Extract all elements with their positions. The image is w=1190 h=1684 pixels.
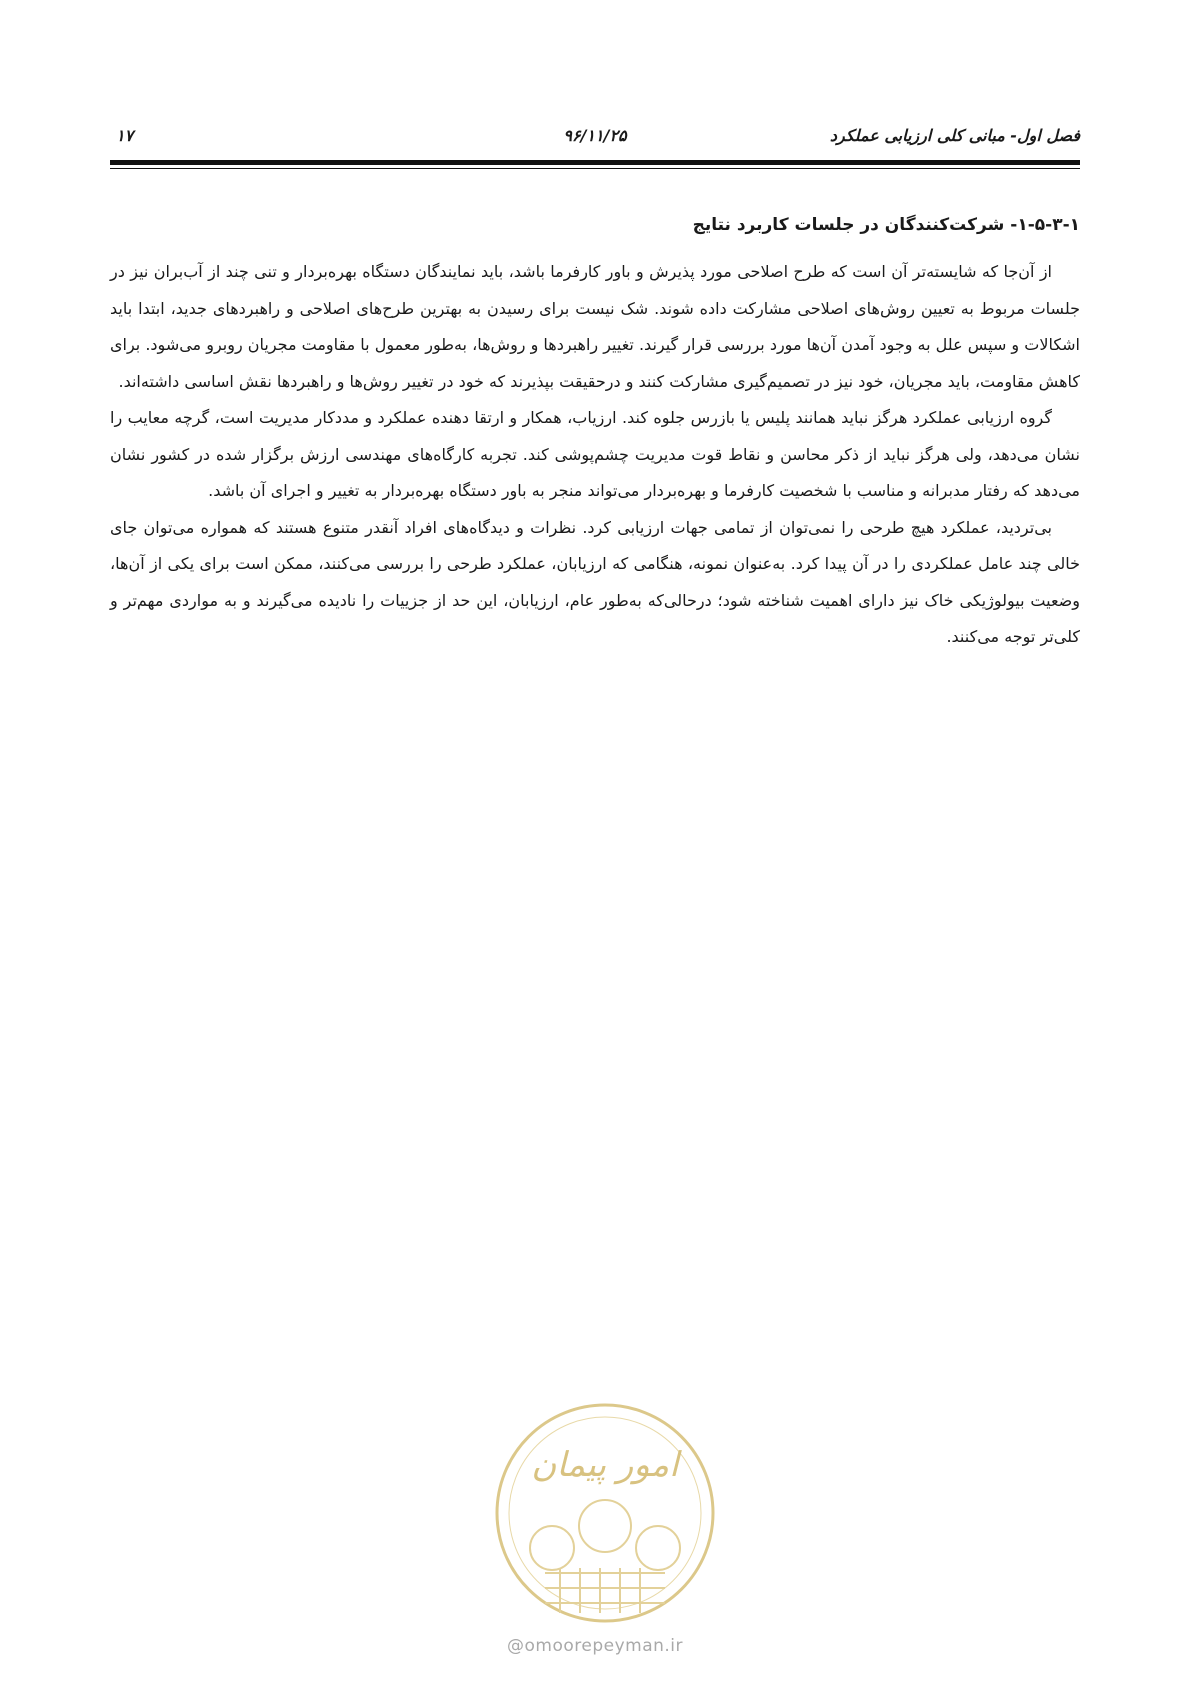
page-header xyxy=(110,126,1080,152)
main-content xyxy=(110,208,1080,656)
website-url: omoorepeyman.ir xyxy=(524,1636,684,1656)
header-rule-thin xyxy=(110,168,1080,169)
chapter-title: فصل اول- مبانی کلی ارزیابی عملکرد xyxy=(829,126,1080,145)
at-icon: @ xyxy=(506,1636,525,1656)
paragraph: گروه ارزیابی عملکرد هرگز نباید همانند پلیس یا بازرس جلوه کند. ارزیاب، همکار و ارتقا دهنده عملکرد و مددکار مدیریت است، گرچه معایب را نشان می‌دهد، ولی هرگز نباید از ذکر محاسن و نقاط قوت مدیریت چشم‌پوشی کند. تجربه کارگاه‌های مهندسی ارزش برگزار شده در کشور نشان می‌دهد که رفتار مدبرانه و مناسب با شخصیت کارفرما و بهره‌بردار می‌تواند منجر به باور دستگاه بهره‌بردار به تغییر و اجرای آن باشد. xyxy=(110,408,1080,500)
seal-text: امور پیمان xyxy=(531,1445,679,1485)
paragraph: از آن‌جا که شایسته‌تر آن است که طرح اصلاحی مورد پذیرش و باور کارفرما باشد، باید نمایندگان دستگاه بهره‌بردار و تنی چند از آب‌بران نیز در جلسات مربوط به تعیین روش‌های اصلاحی مشارکت داده شوند. شک نیست برای رسیدن به بهترین طرح‌های اصلاحی و راهبردهای جدید، ابتدا باید اشکالات و سپس علل به وجود آمدن آن‌ها مورد بررسی قرار گیرند. تغییر راهبردها و روش‌ها، به‌طور معمول با مقاومت مجریان روبرو می‌شود. برای کاهش مقاومت، باید مجریان، خود نیز در تصمیم‌گیری مشارکت کنند و درحقیقت بپذیرند که خود در تغییر روش‌ها و راهبردها نقش اساسی داشته‌اند. xyxy=(110,262,1080,391)
header-date: ۹۶/۱۱/۲۵ xyxy=(563,126,627,145)
paragraph: بی‌تردید، عملکرد هیچ طرحی را نمی‌توان از تمامی جهات ارزیابی کرد. نظرات و دیدگاه‌های افراد آنقدر متنوع هستند که همواره می‌توان جای خالی چند عامل عملکردی را در آن پیدا کرد. به‌عنوان نمونه، هنگامی که ارزیابان، عملکرد طرحی را بررسی می‌کنند، ممکن است برای یکی از آن‌ها، وضعیت بیولوژیکی خاک نیز دارای اهمیت شناخته شود؛ درحالی‌که به‌طور عام، ارزیابان، این حد از جزییات را نادیده می‌گیرند و به مواردی مهم‌تر و کلی‌تر توجه می‌کنند. xyxy=(110,517,1080,646)
website-label xyxy=(0,1636,1190,1656)
header-rule-thick xyxy=(110,160,1080,165)
section-title: ۱-۵-۳-۱- شرکت‌کنندگان در جلسات کاربرد نتایج xyxy=(692,215,1080,235)
watermark-seal xyxy=(490,1398,720,1628)
page-number: ۱۷ xyxy=(116,126,134,145)
